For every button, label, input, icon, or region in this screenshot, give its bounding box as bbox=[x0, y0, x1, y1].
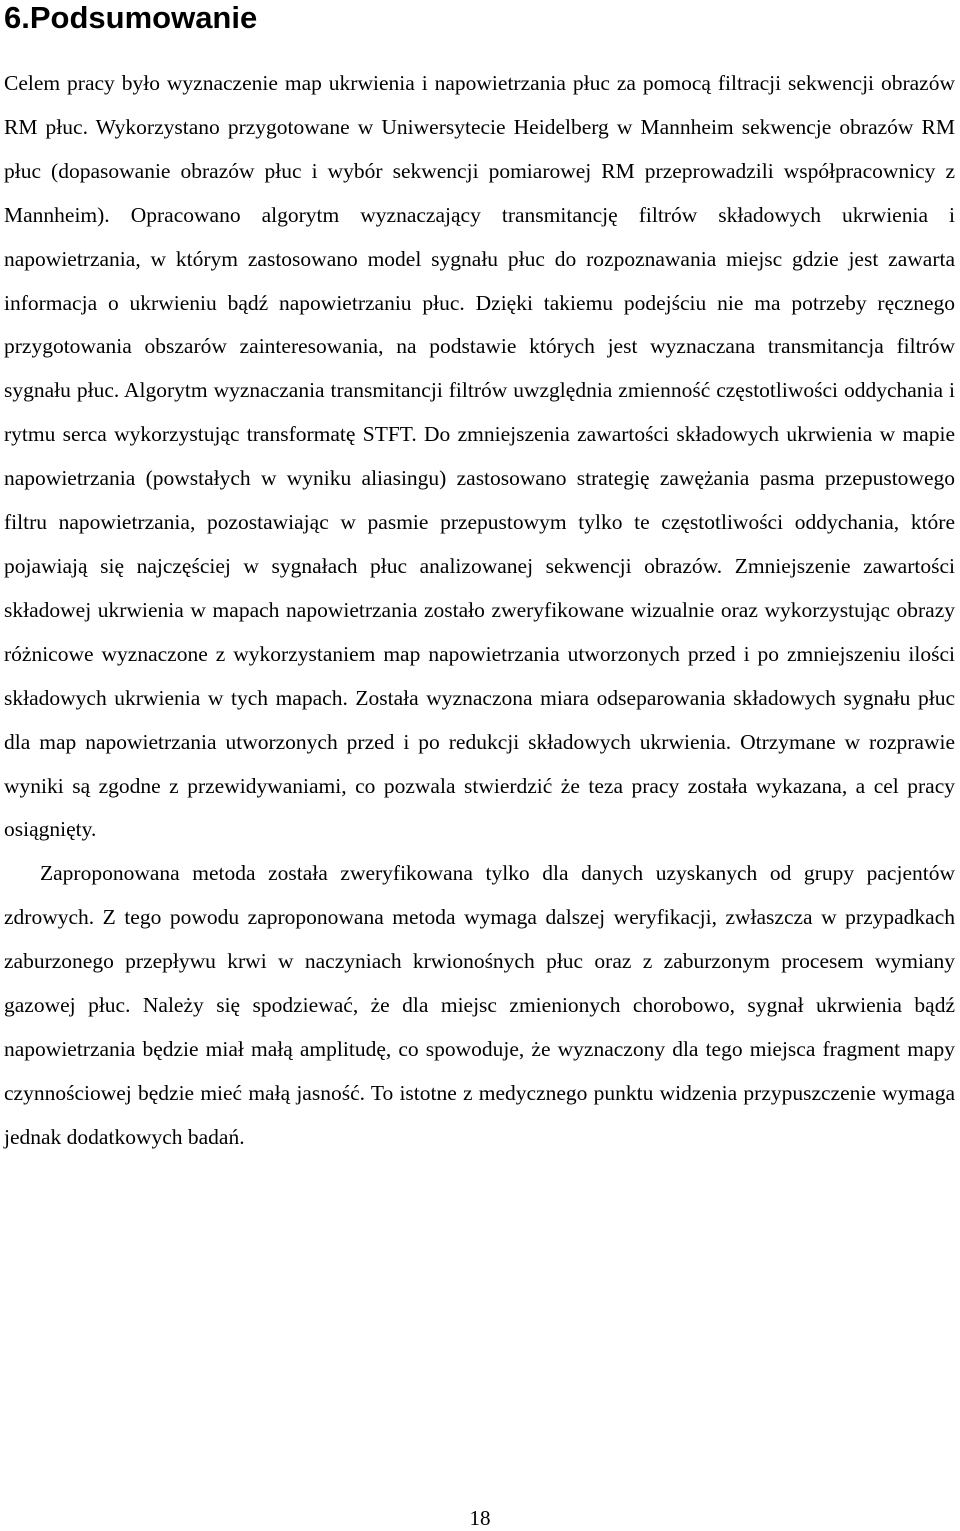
paragraph-summary: Celem pracy było wyznaczenie map ukrwienia i napowietrzania płuc za pomocą filtracji sekwencji obrazów RM płuc. Wykorzystano przygotowane w Uniwersytecie Heidelberg w Mannheim sekwencje obrazów RM płuc (dopasowanie obrazów płuc i wybór sekwencji pomiarowej RM przeprowadzili współpracownicy z Mannheim). Opracowano algorytm wyznaczający transmitancję filtrów składowych ukrwienia i napowietrzania, w którym zastosowano model sygnału płuc do rozpoznawania miejsc gdzie jest zawarta informacja o ukrwieniu bądź napowietrzaniu płuc. Dzięki takiemu podejściu nie ma potrzeby ręcznego przygotowania obszarów zainteresowania, na podstawie których jest wyznaczana transmitancja filtrów sygnału płuc. Algorytm wyznaczania transmitancji filtrów uwzględnia zmienność częstotliwości oddychania i rytmu serca wykorzystując transformatę STFT. Do zmniejszenia zawartości składowych ukrwienia w mapie napowietrzania (powstałych w wyniku aliasingu) zastosowano strategię zawężania pasma przepustowego filtru napowietrzania, pozostawiając w pasmie przepustowym tylko te częstotliwości oddychania, które pojawiają się najczęściej w sygnałach płuc analizowanej sekwencji obrazów. Zmniejszenie zawartości składowej ukrwienia w mapach napowietrzania zostało zweryfikowane wizualnie oraz wykorzystując obrazy różnicowe wyznaczone z wykorzystaniem map napowietrzania utworzonych przed i po zmniejszeniu ilości składowych ukrwienia w tych mapach. Została wyznaczona miara odseparowania składowych sygnału płuc dla map napowietrzania utworzonych przed i po redukcji składowych ukrwienia. Otrzymane w rozprawie wyniki są zgodne z przewidywaniami, co pozwala stwierdzić że teza pracy została wykazana, a cel pracy osiągnięty. bbox=[4, 71, 955, 842]
section-heading: 6.Podsumowanie bbox=[4, 0, 258, 35]
page-number: 18 bbox=[469, 1506, 491, 1530]
body-text bbox=[4, 62, 955, 1160]
paragraph-further-work: Zaproponowana metoda została zweryfikowana tylko dla danych uzyskanych od grupy pacjentów zdrowych. Z tego powodu zaproponowana metoda wymaga dalszej weryfikacji, zwłaszcza w przypadkach zaburzonego przepływu krwi w naczyniach krwionośnych płuc oraz z zaburzonym procesem wymiany gazowej płuc. Należy się spodziewać, że dla miejsc zmienionych chorobowo, sygnał ukrwienia bądź napowietrzania będzie miał małą amplitudę, co spowoduje, że wyznaczony dla tego miejsca fragment mapy czynnościowej będzie mieć małą jasność. To istotne z medycznego punktu widzenia przypuszczenie wymaga jednak dodatkowych badań. bbox=[4, 861, 955, 1149]
